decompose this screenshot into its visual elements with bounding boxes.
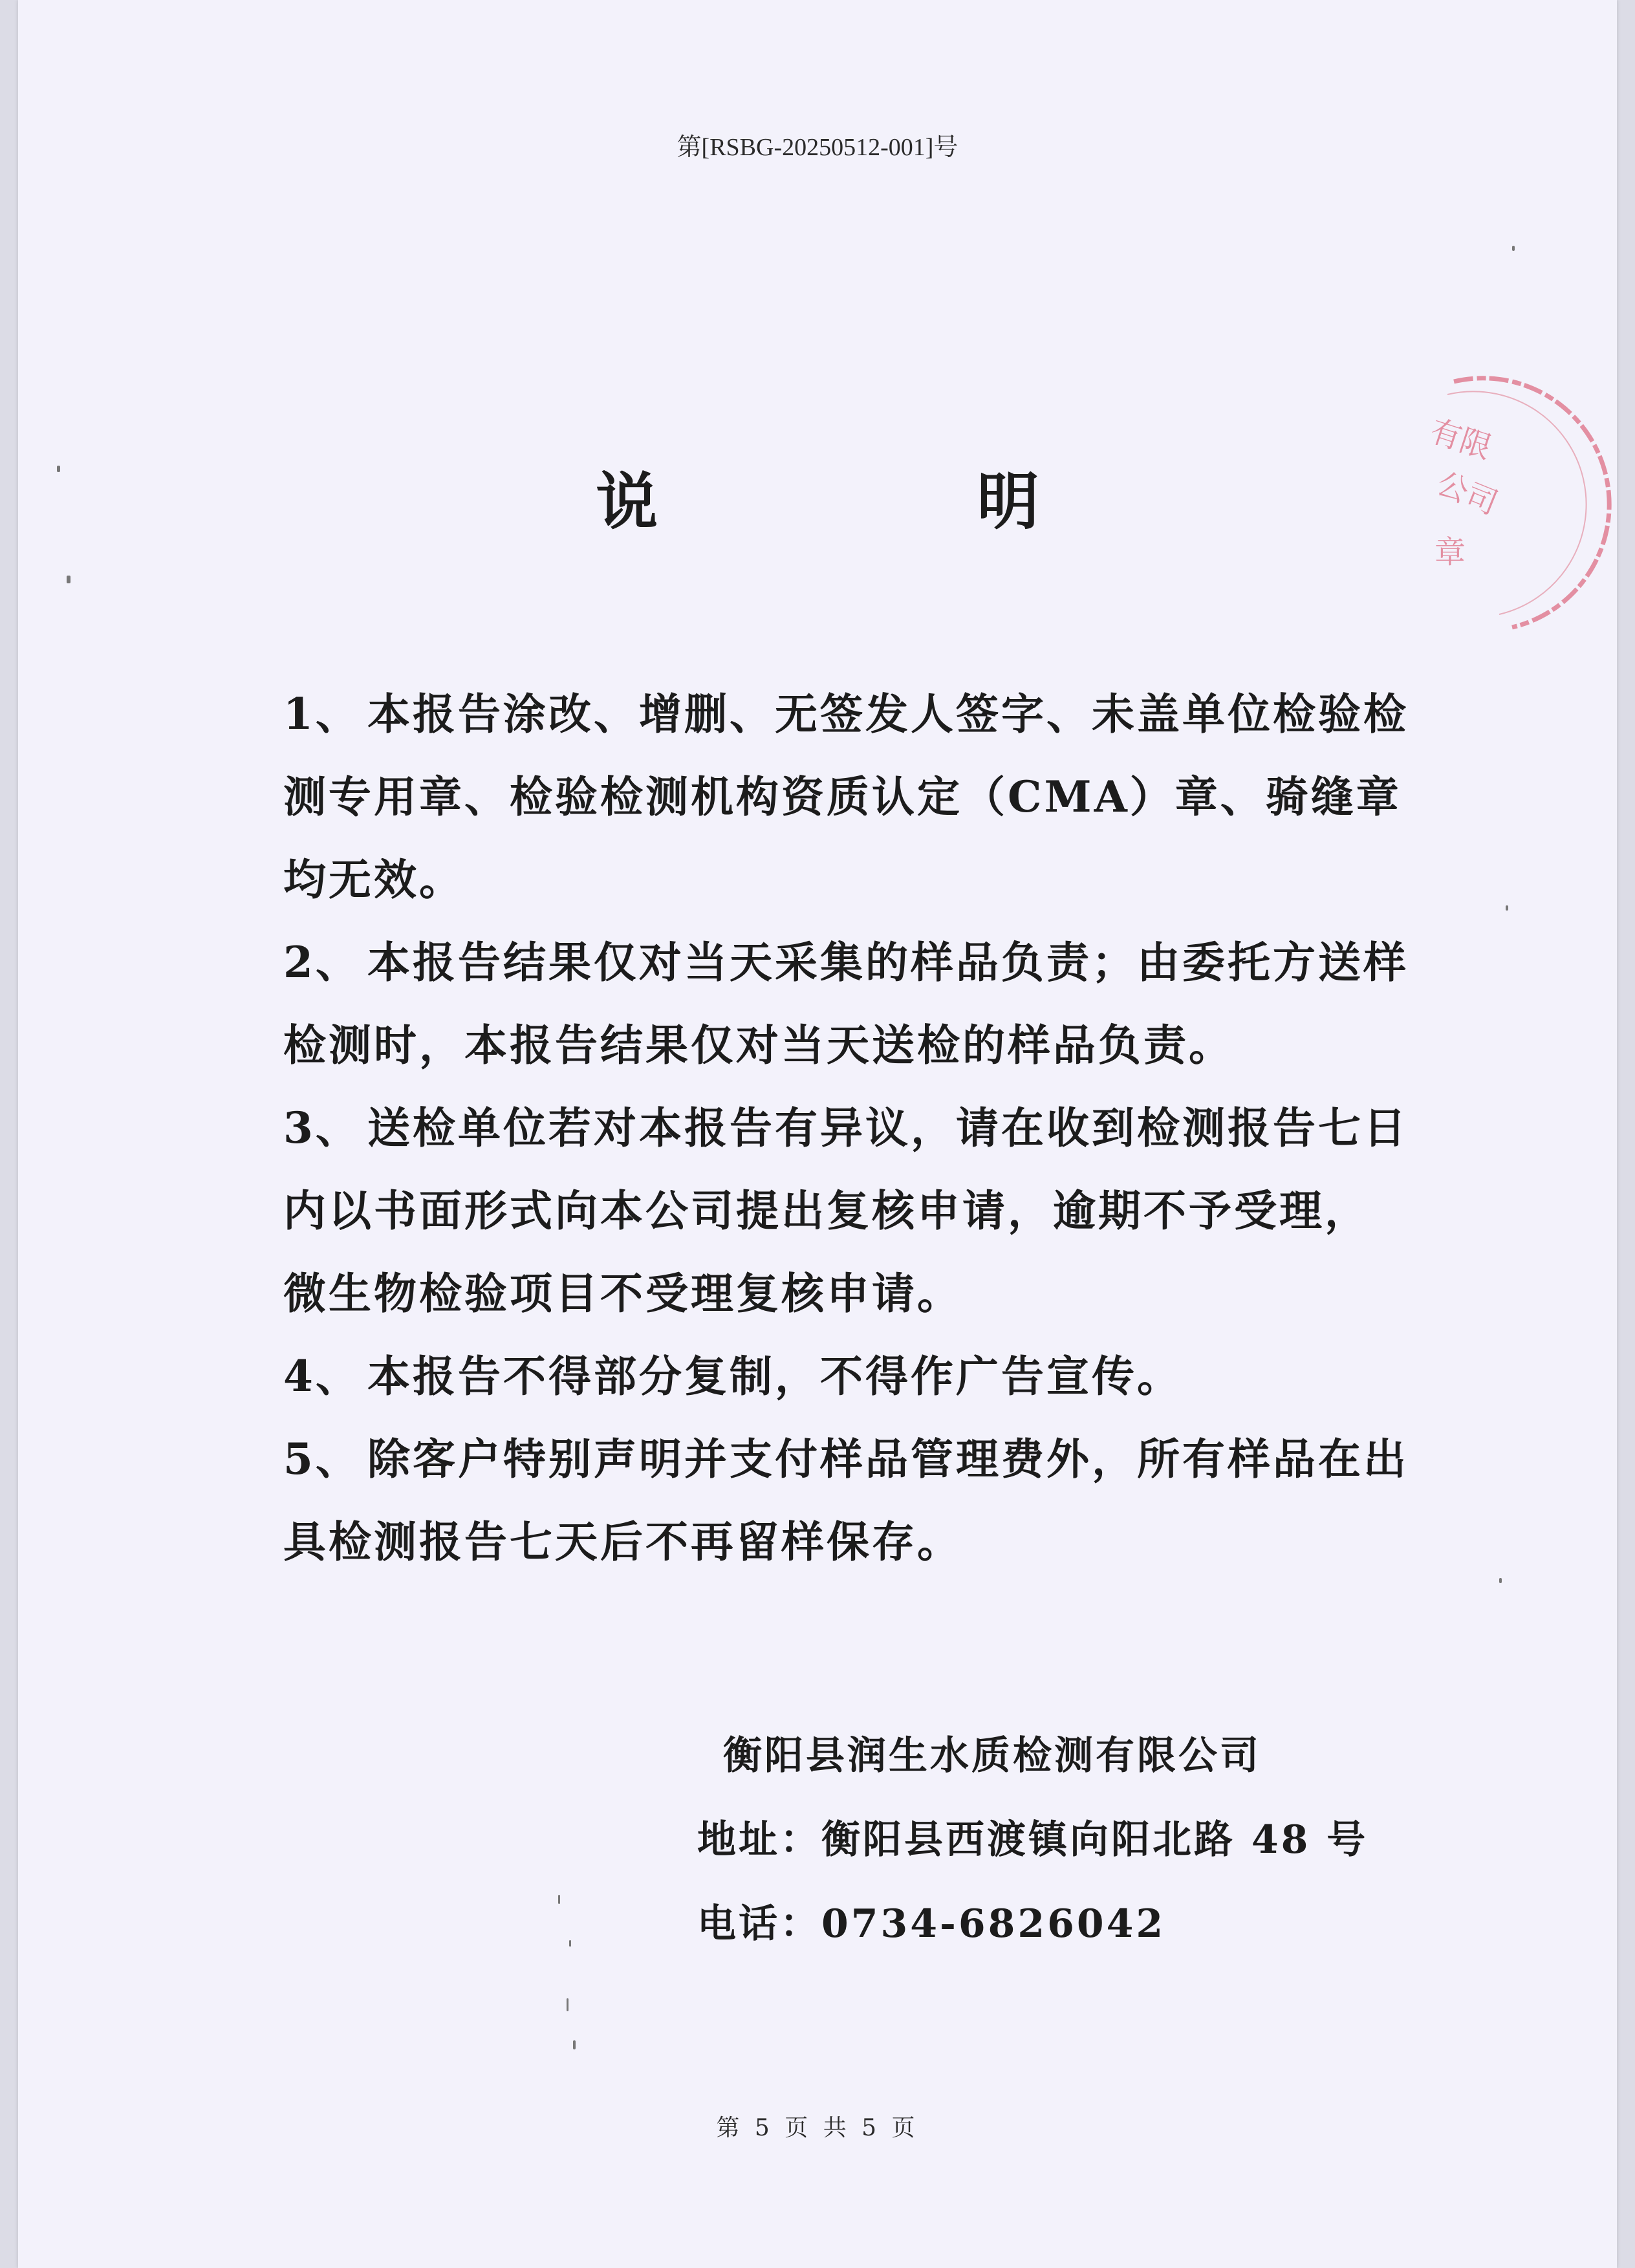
note-number: 3、 [283,1103,361,1153]
company-phone: 电话：0734-6826042 [697,1901,1166,1947]
page-title: 说 明 [596,466,1188,538]
scan-speck [573,2040,576,2049]
note-number: 1、 [283,689,361,739]
note-item [283,1335,1409,1418]
svg-text:有限: 有限 [1425,413,1496,467]
note-text: 本报告涂改、增删、无签发人签字、未盖单位检验检测专用章、检验检测机构资质认定（CMA）章、骑缝章均无效。 [283,689,1409,905]
scan-speck [569,1940,571,1947]
company-info [697,1714,1368,1966]
document-page [18,0,1617,2268]
note-item [283,921,1409,1086]
scan-speck [567,1998,568,2011]
note-text: 本报告结果仅对当天采集的样品负责；由委托方送样检测时，本报告结果仅对当天送检的样品负责。 [283,937,1409,1070]
scan-speck [67,576,70,583]
company-name: 衡阳县润生水质检测有限公司 [723,1733,1261,1778]
scan-speck [1512,246,1515,251]
scan-speck [1506,905,1508,911]
svg-text:公司: 公司 [1431,465,1503,523]
scan-speck [57,466,60,472]
note-number: 5、 [283,1434,361,1484]
note-item [283,673,1409,921]
report-number: 第[RSBG-20250512-001]号 [677,134,958,161]
scan-speck [558,1895,560,1904]
note-number: 2、 [283,937,361,988]
note-text: 本报告不得部分复制，不得作广告宣传。 [367,1351,1182,1401]
svg-text:章: 章 [1435,534,1466,570]
scan-speck [1499,1578,1502,1583]
notes-list [283,673,1409,1583]
seal-stamp-icon [1415,369,1622,640]
note-number: 4、 [283,1351,361,1401]
page-indicator: 第 5 页 共 5 页 [716,2115,919,2141]
note-text: 除客户特别声明并支付样品管理费外，所有样品在出具检测报告七天后不再留样保存。 [283,1434,1409,1567]
note-text: 送检单位若对本报告有异议，请在收到检测报告七日内以书面形式向本公司提出复核申请，逾期不予受理，微生物检验项目不受理复核申请。 [283,1103,1409,1319]
note-item [283,1086,1409,1335]
note-item [283,1418,1409,1583]
company-address: 地址：衡阳县西渡镇向阳北路 48 号 [697,1817,1369,1863]
